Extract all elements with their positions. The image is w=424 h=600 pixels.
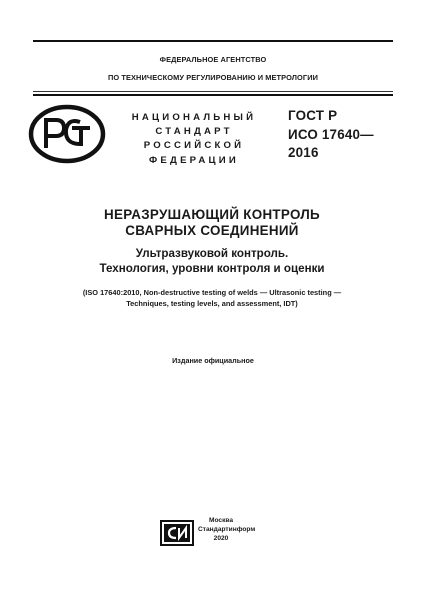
publisher-city: Москва <box>208 517 234 524</box>
standartinform-logo-icon <box>160 520 194 546</box>
title-line-1: НЕРАЗРУШАЮЩИЙ КОНТРОЛЬ <box>104 207 320 222</box>
english-title-reference <box>20 288 404 309</box>
designation-line-2: ИСО 17640— <box>288 126 374 142</box>
english-title-line-1: (ISO 17640:2010, Non-destructive testing of welds — Ultrasonic testing — <box>82 288 342 297</box>
header-thin-rule <box>33 91 393 92</box>
english-title-line-2: Techniques, testing levels, and assessment, IDT) <box>126 298 298 308</box>
subtitle-line-1: Ультразвуковой контроль. <box>135 247 289 260</box>
standard-label-line-3: РОССИЙСКОЙ <box>143 140 245 152</box>
standard-label-line-4: ФЕДЕРАЦИИ <box>149 154 239 166</box>
publication-year: 2020 <box>213 535 229 542</box>
designation-line-1: ГОСТ Р <box>288 108 338 123</box>
standard-label-line-2: СТАНДАРТ <box>155 126 233 138</box>
agency-name-line-1: ФЕДЕРАЛЬНОЕ АГЕНТСТВО <box>159 55 267 64</box>
standard-label-line-1: НАЦИОНАЛЬНЫЙ <box>131 112 257 123</box>
rst-gost-emblem-icon <box>28 104 106 164</box>
header-thick-rule <box>33 94 393 96</box>
top-rule <box>33 40 393 42</box>
agency-name-line-2: ПО ТЕХНИЧЕСКОМУ РЕГУЛИРОВАНИЮ И МЕТРОЛОГИИ <box>107 73 319 82</box>
document-subtitle <box>20 246 404 276</box>
edition-note: Издание официальное <box>172 356 254 365</box>
national-standard-label <box>118 111 270 168</box>
document-title <box>20 207 404 239</box>
standard-designation <box>288 107 374 163</box>
designation-line-3: 2016 <box>288 145 319 160</box>
publisher-name: Стандартинформ <box>198 526 256 533</box>
title-line-2: СВАРНЫХ СОЕДИНЕНИЙ <box>125 223 299 238</box>
publisher-info <box>198 516 256 543</box>
subtitle-line-2: Технология, уровни контроля и оценки <box>99 262 325 275</box>
